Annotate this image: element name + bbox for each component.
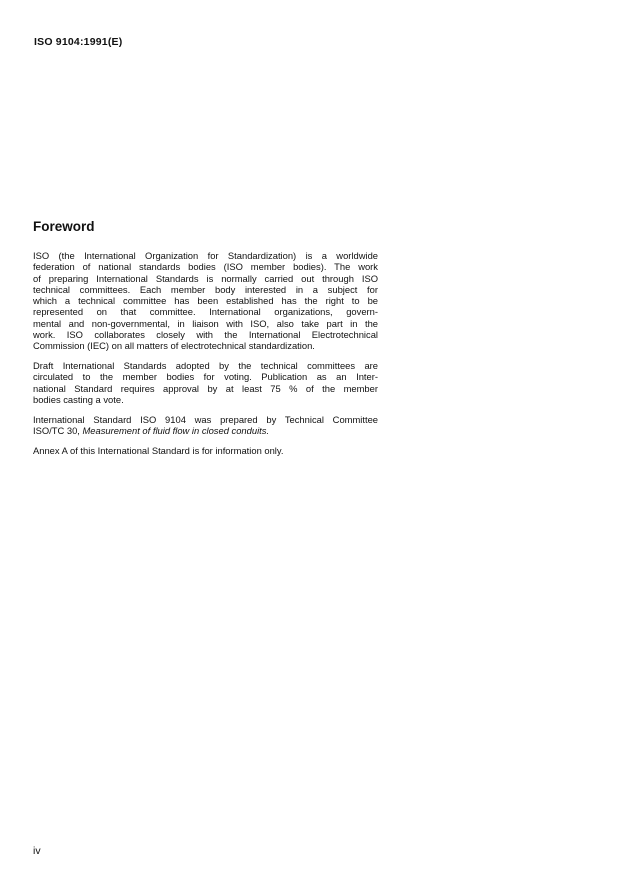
- page-number: iv: [33, 845, 41, 857]
- paragraph-annex-note: [33, 445, 378, 456]
- text-line: work. ISO collaborates closely with the International Electrotechnical: [33, 329, 378, 341]
- paragraph-draft-standards: [33, 360, 378, 405]
- foreword-body: [33, 250, 378, 465]
- document-code: ISO 9104:1991(E): [34, 36, 123, 48]
- text-line: federation of national standards bodies (ISO member bodies). The work: [33, 261, 378, 273]
- text-line: Annex A of this International Standard is for information only.: [33, 444, 284, 456]
- text-line: bodies casting a vote.: [33, 394, 124, 406]
- text-line: technical committees. Each member body interested in a subject for: [33, 283, 378, 295]
- text-line: Commission (IEC) on all matters of electrotechnical standardization.: [33, 340, 315, 352]
- committee-title: Measurement of fluid flow in closed conduits.: [82, 425, 270, 437]
- foreword-title: Foreword: [33, 219, 95, 234]
- text-line: [33, 425, 378, 436]
- text-line: mental and non-governmental, in liaison with ISO, also take part in the: [33, 317, 378, 329]
- text-line: Draft International Standards adopted by the technical committees are: [33, 360, 378, 372]
- text-line: circulated to the member bodies for voting. Publication as an Inter-: [33, 371, 378, 383]
- text-line: which a technical committee has been established has the right to be: [33, 295, 378, 307]
- text-line: represented on that committee. International organizations, govern-: [33, 306, 378, 318]
- text-line: International Standard ISO 9104 was prepared by Technical Committee: [33, 413, 378, 425]
- text-line: of preparing International Standards is normally carried out through ISO: [33, 272, 378, 284]
- committee-reference: ISO/TC 30,: [33, 425, 83, 437]
- paragraph-iso-federation: [33, 250, 378, 352]
- text-line: national Standard requires approval by at least 75 % of the member: [33, 382, 378, 394]
- paragraph-prepared-by: [33, 414, 378, 437]
- text-line: ISO (the International Organization for Standardization) is a worldwide: [33, 250, 378, 261]
